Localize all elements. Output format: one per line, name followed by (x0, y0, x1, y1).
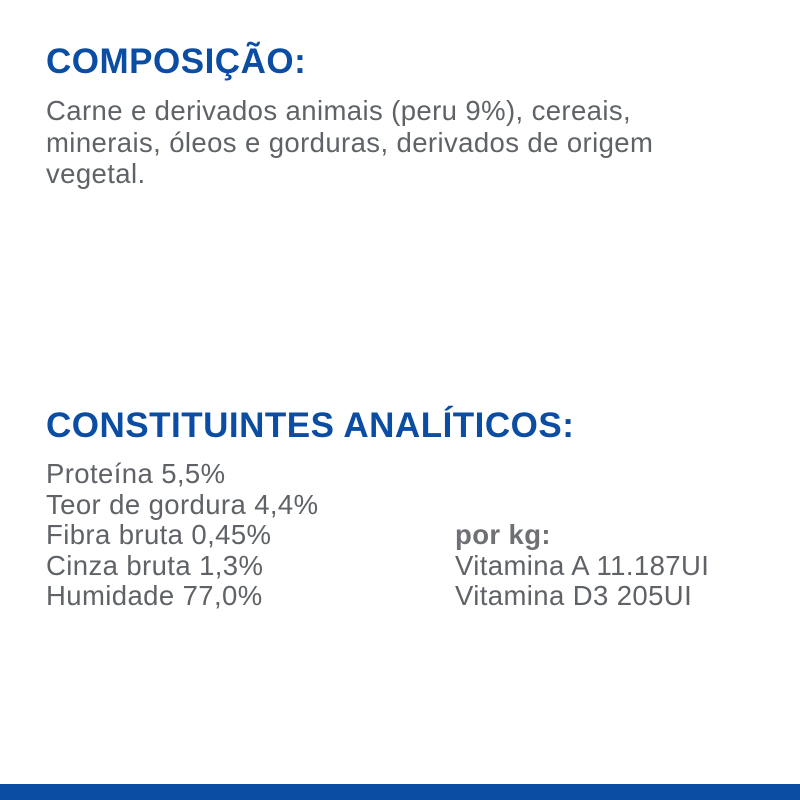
per-kg-list (455, 551, 709, 612)
composition-text: Carne e derivados animais (peru 9%), cereais, minerais, óleos e gorduras, derivados de origem vegetal. (46, 95, 654, 189)
analytics-item-moisture: Humidade 77,0% (46, 580, 263, 611)
analytics-list (46, 459, 318, 612)
per-kg-title: por kg: (455, 519, 551, 550)
analytics-item-protein: Proteína 5,5% (46, 458, 226, 489)
analytics-item-fat: Teor de gordura 4,4% (46, 488, 319, 520)
per-kg-block (455, 520, 709, 612)
analytics-item-ash: Cinza bruta 1,3% (46, 549, 264, 581)
analytics-item-fibre: Fibra bruta 0,45% (46, 519, 272, 550)
per-kg-item-vitamin-a: Vitamina A 11.187UI (455, 549, 710, 581)
composition-heading: COMPOSIÇÃO: (46, 42, 307, 81)
per-kg-item-vitamin-d3: Vitamina D3 205UI (455, 580, 693, 611)
analytics-heading: CONSTITUINTES ANALÍTICOS: (46, 406, 575, 445)
bottom-accent-bar (0, 784, 800, 800)
